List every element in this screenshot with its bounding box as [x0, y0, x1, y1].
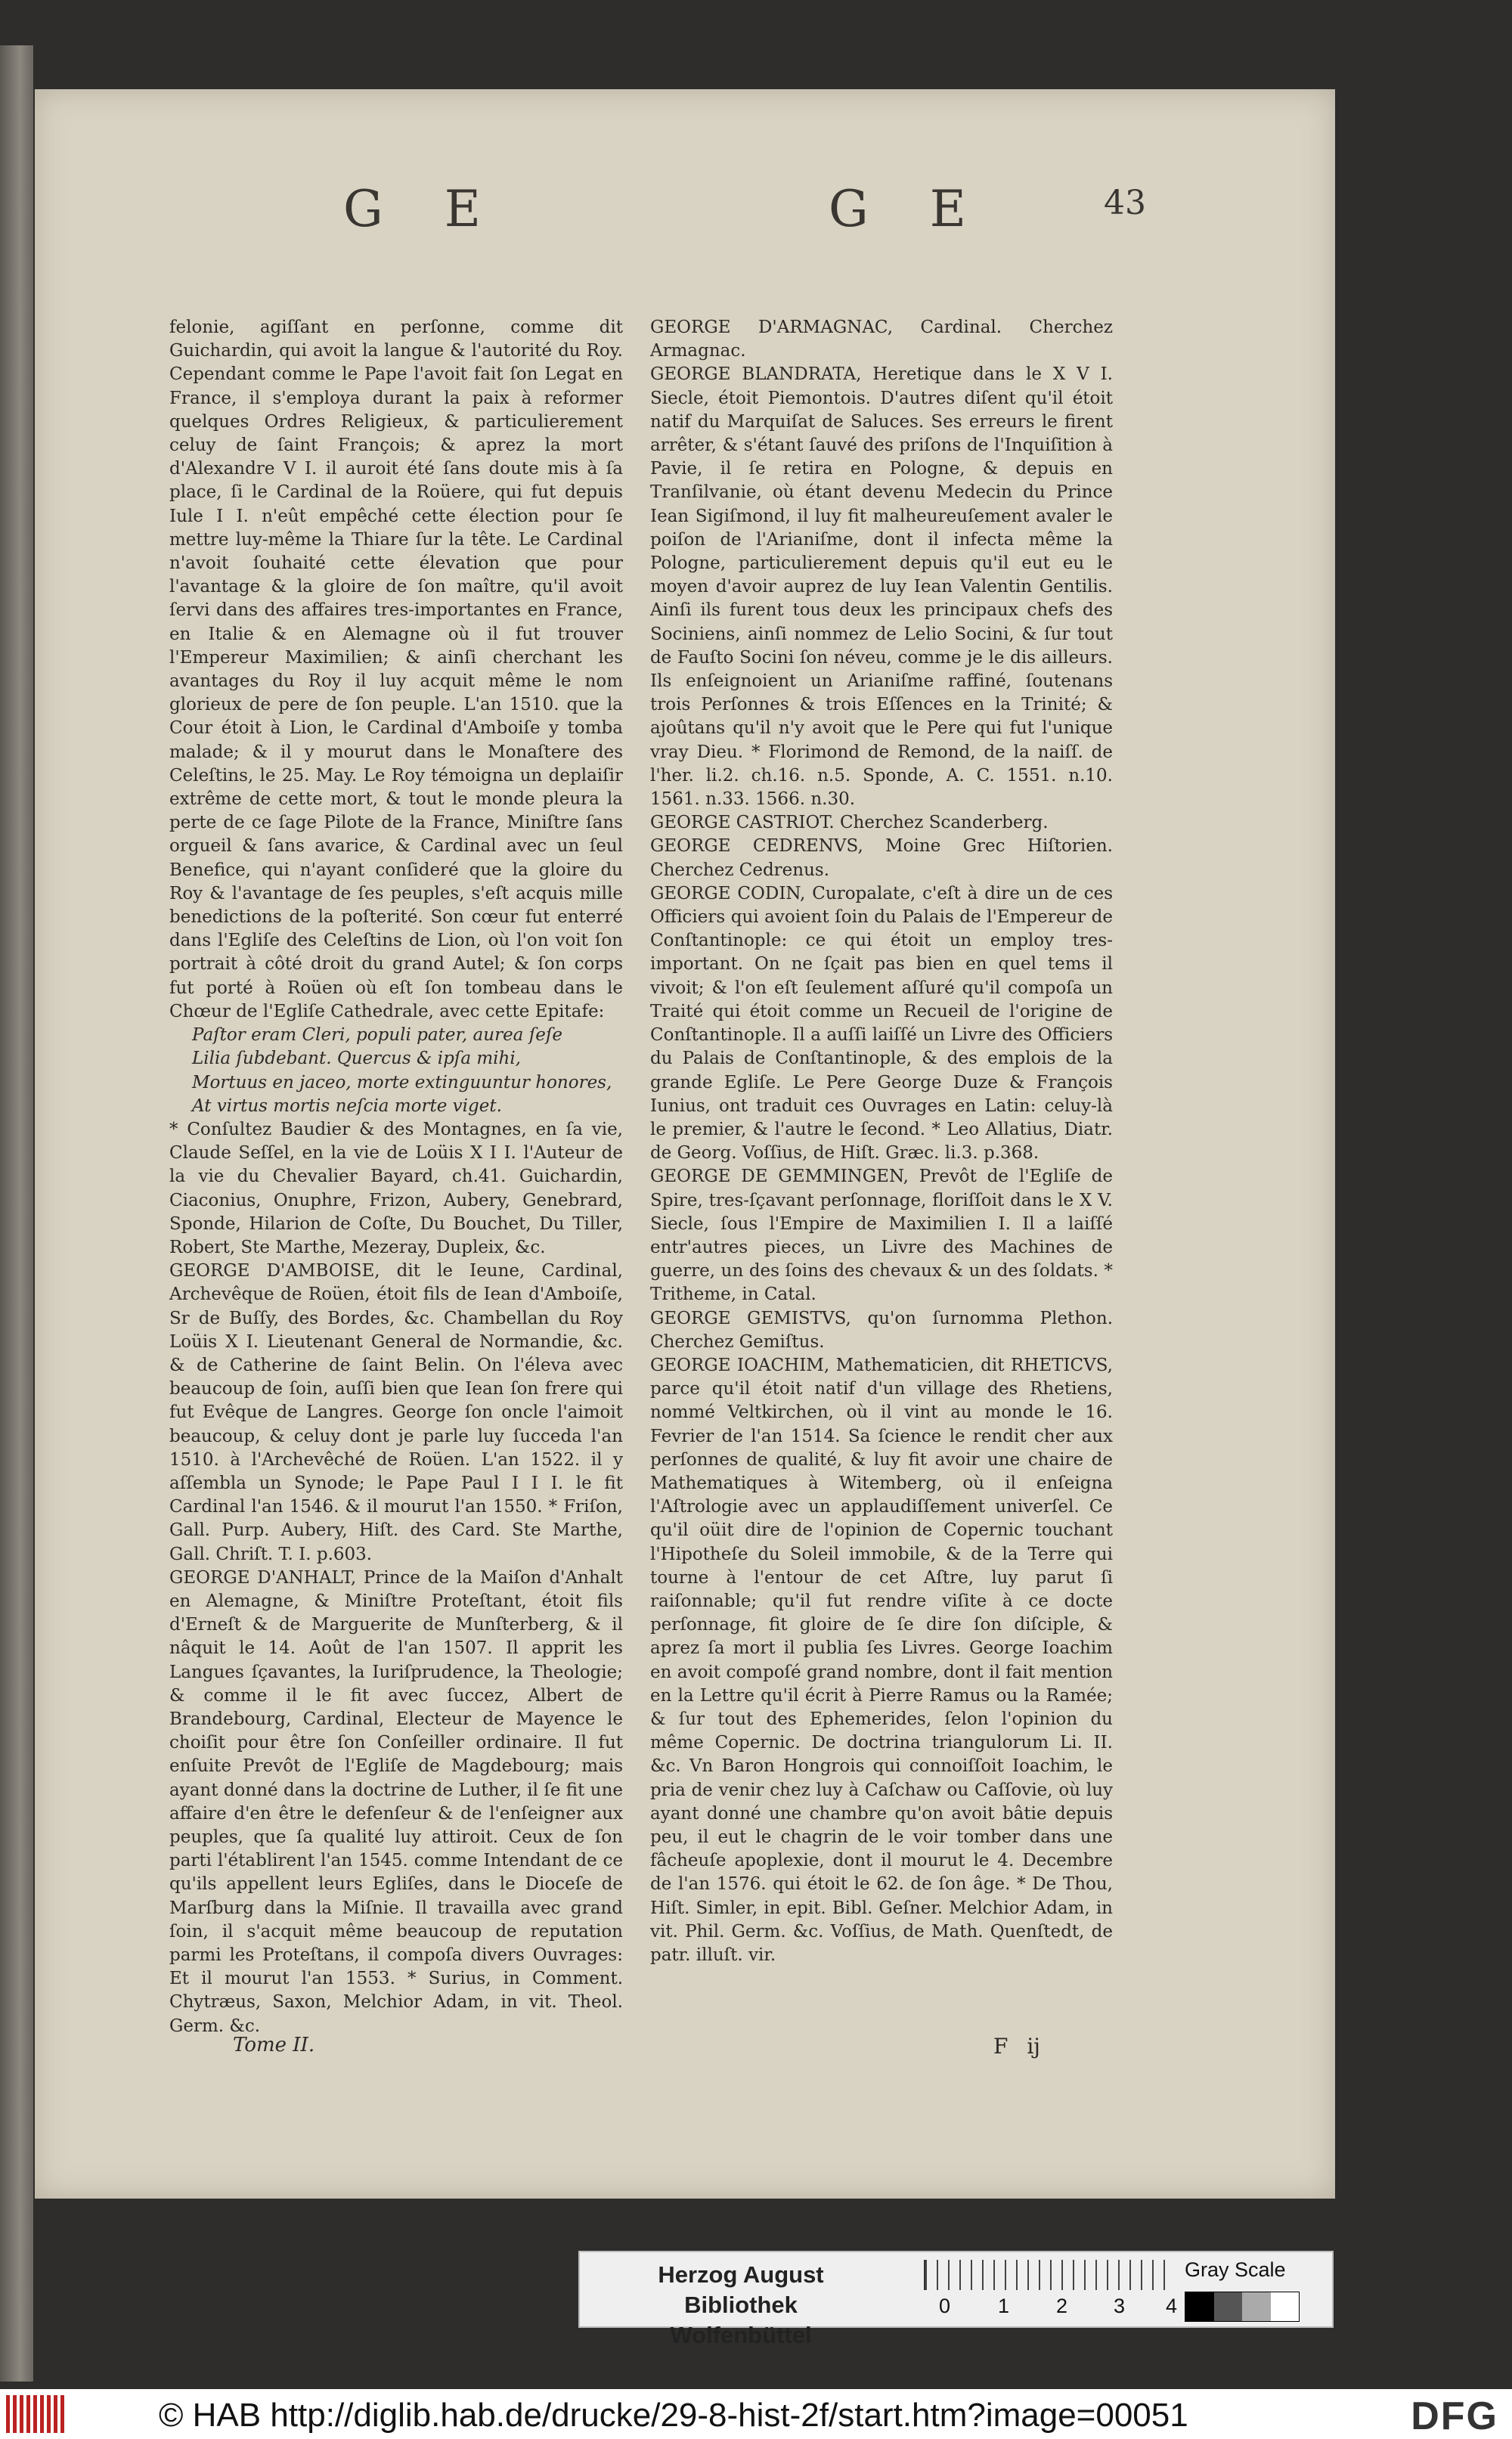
dfg-logo: DFG: [1411, 2394, 1498, 2438]
ruler-number: 1: [998, 2295, 1010, 2317]
library-name: [616, 2260, 866, 2351]
ruler-number: 3: [1114, 2295, 1126, 2317]
library-name-line1: Herzog August Bibliothek: [658, 2261, 824, 2318]
ruler-number: 0: [939, 2295, 951, 2317]
ruler-scale: [924, 2260, 1175, 2290]
entry-george-danhalt: GEORGE D'ANHALT, Prince de la Maiſon d'Anhalt en Alemagne, & Miniſtre Proteſtant, étoit fils d'Erneſt & de Marguerite de Munſterberg, & il nâquit le 14. Août de l'an 1507. Il apprit les Langues ſçavantes, la Iuriſprudence, la Theologie; & comme il le fit avec ſuccez, Albert de Brandebourg, Cardinal, Electeur de Mayence le choiſit pour être ſon Conſeiller ordinaire. Il fut enſuite Prevôt de l'Egliſe de Magdebourg; mais ayant donné dans la doctrine de Luther, il ſe fit une affaire d'en être le defenſeur & de l'enſeigner aux peuples, que ſa qualité luy attiroit. Ceux de ſon parti l'établirent l'an 1545. comme Intendant de ce qu'ils appellent leurs Egliſes, dans le Dioceſe de Marſburg dans la Miſnie. Il travailla avec grand ſoin, il s'acquit même beaucoup de reputation parmi les Proteſtans, il compoſa divers Ouvrages: Et il mourut l'an 1553. * Surius, in Comment. Chytræus, Saxon, Melchior Adam, in vit. Theol. Germ. &c.: [169, 1567, 623, 2036]
gray-swatch: [1242, 2292, 1271, 2321]
book-page: [35, 89, 1335, 2199]
running-head-left: G E: [343, 180, 503, 238]
footer-source-link[interactable]: © HAB http://diglib.hab.de/drucke/29-8-hist-2f/start.htm?image=00051: [159, 2397, 1188, 2434]
footer-bar: [0, 2389, 1512, 2439]
entry-george-damboise: GEORGE D'AMBOISE, dit le Ieune, Cardinal, Archevêque de Roüen, étoit fils de Iean d'Amboiſe, Sr de Buſſy, des Bordes, &c. Chambellan du Roy Loüis X I. Lieutenant General de Normandie, &c. & de Catherine de ſaint Belin. On l'éleva avec beaucoup de ſoin, auſſi bien que Iean ſon frere qui fut Evêque de Langres. George ſon oncle l'aimoit beaucoup, & celuy dont je parle luy ſucceda l'an 1510. à l'Archevêché de Roüen. L'an 1522. il y aſſembla un Synode; le Pape Paul I I I. le fit Cardinal l'an 1546. & il mourut l'an 1550. * Friſon, Gall. Purp. Aubery, Hiſt. des Card. Ste Marthe, Gall. Chriſt. T. I. p.603.: [169, 1261, 623, 1564]
entry-george-gemmingen: GEORGE DE GEMMINGEN, Prevôt de l'Egliſe de Spire, tres-ſçavant perſonnage, floriſſoit dans le X V. Siecle, ſous l'Empire de Maximilien I. Il a laiſſé entr'autres pieces, un Livre des Machines de guerre, un des ſoins des chevaux & un des ſoldats. * Tritheme, in Catal.: [650, 1167, 1113, 1305]
running-head-right: G E: [829, 180, 989, 238]
tome-label: Tome II.: [233, 2034, 315, 2056]
ruler-number: 2: [1056, 2295, 1068, 2317]
entry-george-cedrenus: GEORGE CEDRENVS, Moine Grec Hiſtorien. Cherchez Cedrenus.: [650, 836, 1113, 880]
left-column: [169, 316, 623, 2038]
epitaph-line: Paſtor eram Cleri, populi pater, aurea ſeſe: [192, 1025, 562, 1046]
paragraph: * Conſultez Baudier & des Montagnes, en ſa vie, Claude Seſſel, en la vie de Loüis X I I. l'Auteur de la vie du Chevalier Bayard, ch.41. Guichardin, Ciaconius, Onuphre, Frizon, Aubery, Genebrard, Sponde, Hilarion de Coſte, Du Bouchet, Du Tiller, Robert, Ste Marthe, Mezeray, Dupleix, &c.: [169, 1119, 623, 1257]
signature-mark: F ij: [993, 2034, 1040, 2059]
entry-george-joachim: GEORGE IOACHIM, Mathematicien, dit RHETICVS, parce qu'il étoit natif d'un village des Rhetiens, nommé Veltkirchen, où il vint au monde le 16. Fevrier de l'an 1514. Sa ſcience le rendit cher aux perſonnes de qualité, & luy fit avoir une chaire de Mathematiques à Witemberg, où il enſeigna l'Aſtrologie avec un applaudiſſement univerſel. Ce qu'il oüit dire de l'opinion de Copernic touchant l'Hipotheſe du Soleil immobile, & de la Terre qui tourne à l'entour de cet Aſtre, luy parut ſi raiſonnable; qu'il fut rendre viſite à ce docte perſonnage, fit gloire de ſe dire ſon diſciple, & aprez ſa mort il publia ſes Livres. George Ioachim en avoit compoſé grand nombre, dont il fait mention en la Lettre qu'il écrit à Pierre Ramus ou la Ramée; & ſur tout des Ephemerides, ſelon l'opinion du même Copernic. De doctrina triangulorum Li. II. &c. Vn Baron Hongrois qui connoiſſoit Ioachim, le pria de venir chez luy à Caſchaw ou Caſſovie, où luy ayant donné une chambre qu'on avoit bâtie depuis peu, il eut le chagrin de le voir tomber dans une fâcheuſe apoplexie, dont il mourut le 4. Decembre de l'an 1576. qui étoit le 62. de ſon âge. * De Thou, Hiſt. Simler, in epit. Bibl. Geſner. Melchior Adam, in vit. Phil. Germ. &c. Voſſius, de Math. Quenſtedt, de patr. illuſt. vir.: [650, 1355, 1113, 1966]
epitaph-line: Mortuus en jaceo, morte extinguuntur honores,: [192, 1072, 612, 1092]
entry-george-darmagnac: GEORGE D'ARMAGNAC, Cardinal. Cherchez Armagnac.: [650, 318, 1113, 361]
book-spine: [0, 45, 33, 2382]
entry-george-codin: GEORGE CODIN, Curopalate, c'eſt à dire un de ces Officiers qui avoient ſoin du Palais de l'Empereur de Conſtantinople: ce qui étoit un employ tres-important. On ne ſçait pas bien en quel tems il vivoit; & l'on eſt ſeulement aſſuré qu'il compoſa un Traité qui étoit comme un Recueil de l'origine de Conſtantinople. Il a auſſi laiſſé un Livre des Officiers du Palais de Conſtantinople, & des emplois de la grande Egliſe. Le Pere George Duze & François Iunius, ont traduit ces Ouvrages en Latin: celuy-là le premier, & l'autre le ſecond. * Leo Allatius, Diatr. de Georg. Voſſius, de Hiſt. Græc. li.3. p.368.: [650, 883, 1113, 1164]
digital-library-logo-icon: [6, 2395, 65, 2433]
paragraph: felonie, agiſſant en perſonne, comme dit Guichardin, qui avoit la langue & l'autorité du Roy. Cependant comme le Pape l'avoit fait ſon Legat en France, il s'employa durant la paix à reformer quelques Ordres Religieux, & particulierement celuy de ſaint François; & aprez la mort d'Alexandre V I. il auroit été ſans doute mis à ſa place, ſi le Cardinal de la Roüere, qui fut depuis Iule I I. n'eût empêché cette élection pour ſe mettre luy-même la Thiare ſur la tête. Le Cardinal n'avoit ſouhaité cette élevation que pour l'avantage & la gloire de ſon maître, qu'il avoit ſervi dans des affaires tres-importantes en France, en Italie & en Alemagne où il fut trouver l'Empereur Maximilien; & ainſi cherchant les avantages du Roy il luy acquit même le nom glorieux de pere de ſon peuple. L'an 1510. que la Cour étoit à Lion, le Cardinal d'Amboiſe y tomba malade; & il y mourut dans le Monaſtere des Celeſtins, le 25. May. Le Roy témoigna un deplaiſir extrême de cette mort, & tout le monde pleura la perte de ce ſage Pilote de la France, Miniſtre ſans orgueil & ſans avarice, & Cardinal avec un ſeul Benefice, qui n'ayant conſideré que la gloire du Roy & l'avantage de ſes peuples, s'eſt acquis mille benedictions de la poſterité. Son cœur fut enterré dans l'Egliſe des Celeſtins de Lion, où l'on voit ſon portrait à côté droit du grand Autel; & ſon corps fut porté à Roüen où eſt ſon tombeau dans le Chœur de l'Egliſe Cathedrale, avec cette Epitafe:: [169, 318, 623, 1021]
library-color-bar: [578, 2251, 1334, 2348]
entry-george-castriot: GEORGE CASTRIOT. Cherchez Scanderberg.: [650, 813, 1049, 833]
gray-swatch: [1185, 2292, 1214, 2321]
epitaph-line: At virtus mortis neſcia morte viget.: [192, 1096, 502, 1116]
gray-scale-label: Gray Scale: [1185, 2258, 1286, 2281]
page-number: 43: [1104, 184, 1146, 222]
library-name-line2: Wolfenbüttel: [670, 2322, 812, 2348]
entry-george-blandrata: GEORGE BLANDRATA, Heretique dans le X V I. Siecle, étoit Piemontois. D'autres diſent qu'il étoit natif du Marquiſat de Saluces. Ses erreurs le firent arrêter, & s'étant ſauvé des priſons de l'Inquiſition à Pavie, il ſe retira en Pologne, & depuis en Tranſilvanie, où étant devenu Medecin du Prince Iean Sigiſmond, il luy fit malheureuſement avaler le poiſon de l'Arianiſme, dont il infecta même la Pologne, particulierement depuis qu'il eut eu le moyen d'avoir auprez de luy Iean Valentin Gentilis. Ainſi ils furent tous deux les principaux chefs des Sociniens, ainſi nommez de Lelio Socini, & ſur tout de Fauſto Socini ſon néveu, comme je le dis ailleurs. Ils enſeignoient un Arianiſme raffiné, ſoutenans trois Perſonnes & trois Eſſences en la Trinité; & ajoûtans qu'il n'y avoit que le Pere qui fut l'unique vray Dieu. * Florimond de Remond, de la naiſſ. de l'her. li.2. ch.16. n.5. Sponde, A. C. 1551. n.10. 1561. n.33. 1566. n.30.: [650, 364, 1113, 810]
epitaph-line: Lilia ſubdebant. Quercus & ipſa mihi,: [192, 1049, 521, 1069]
ruler-number: 4: [1166, 2295, 1178, 2317]
entry-george-gemistus: GEORGE GEMISTVS, qu'on ſurnomma Plethon. Cherchez Gemiſtus.: [650, 1308, 1113, 1352]
gray-scale-strip: [1185, 2292, 1300, 2322]
gray-swatch: [1271, 2292, 1300, 2321]
right-column: [650, 316, 1113, 1967]
gray-swatch: [1214, 2292, 1243, 2321]
